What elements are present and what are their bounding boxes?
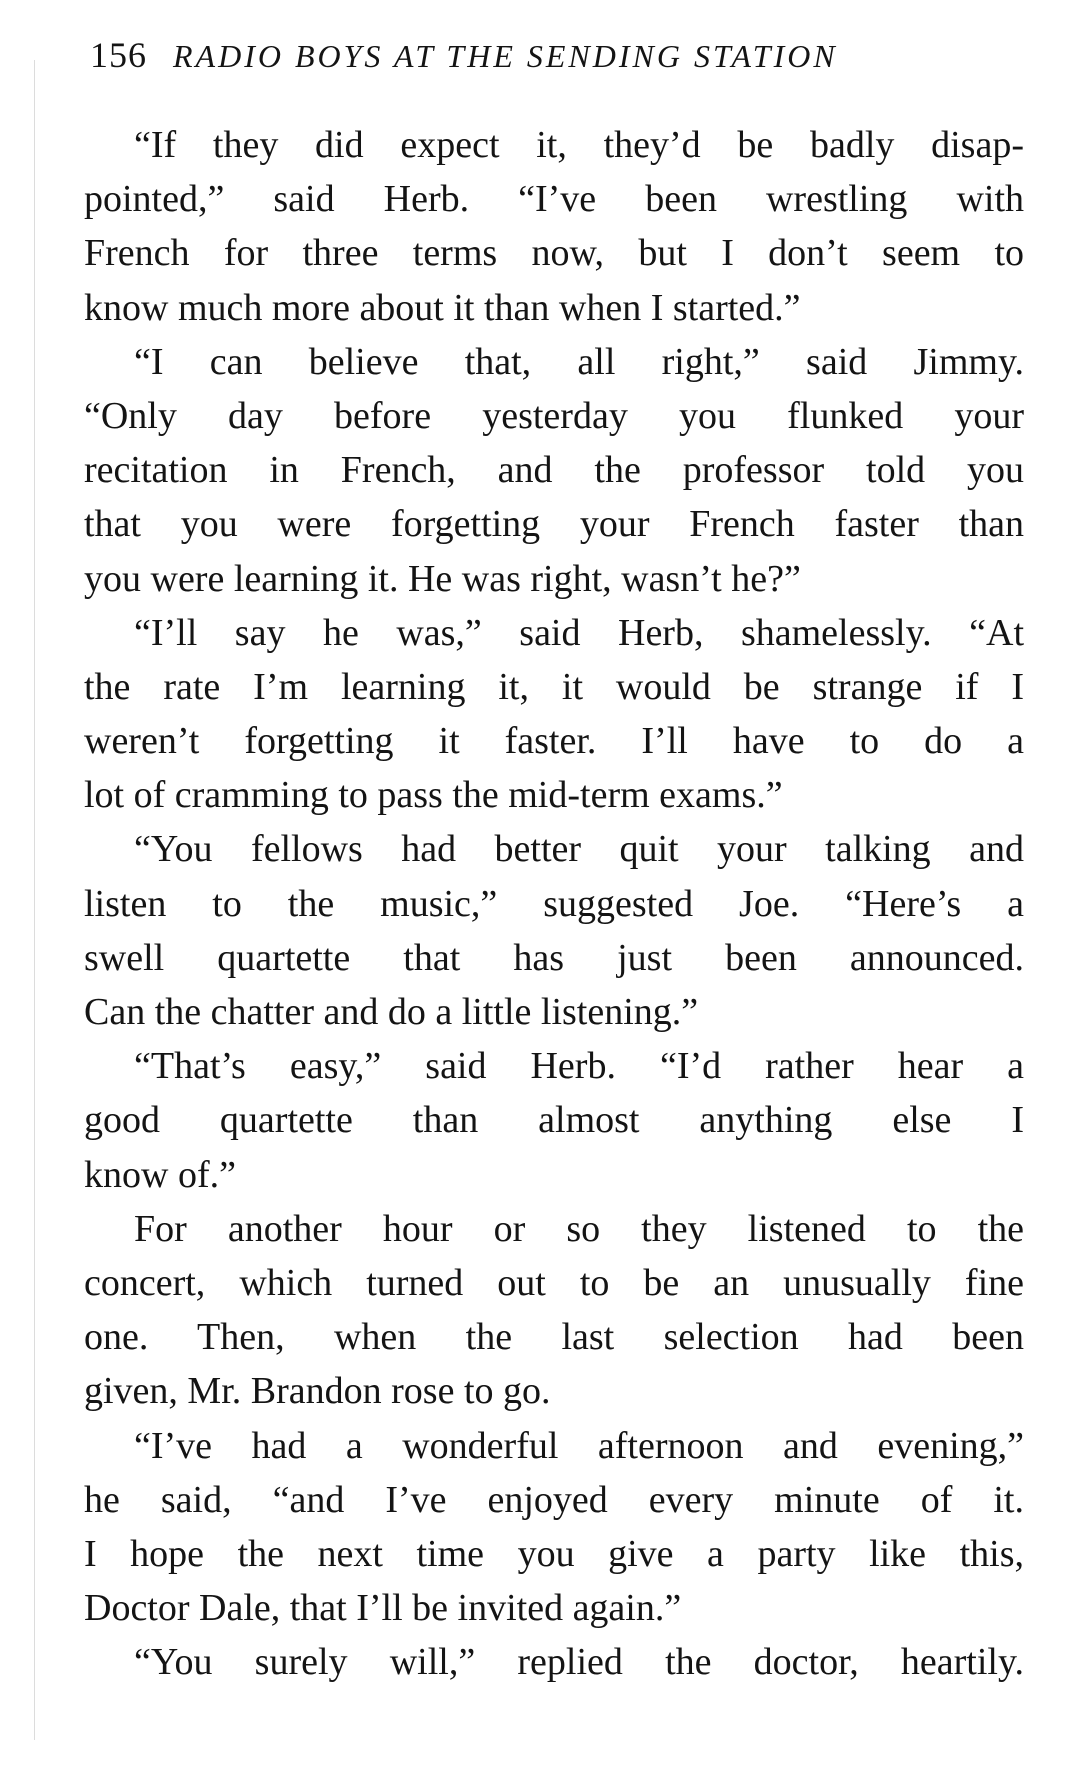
text-line: “You surely will,” replied the doctor, heartily. xyxy=(134,1641,1024,1684)
text-line: weren’t forgetting it faster. I’ll have to do a xyxy=(84,720,1024,763)
text-line: “I can believe that, all right,” said Jimmy. xyxy=(134,340,1024,383)
text-line: For another hour or so they listened to the xyxy=(134,1207,1024,1250)
text-line: given, Mr. Brandon rose to go. xyxy=(84,1370,551,1413)
text-line: the rate I’m learning it, it would be strange if I xyxy=(84,665,1024,708)
text-line: recitation in French, and the professor told you xyxy=(84,449,1024,492)
page-gutter-line xyxy=(34,60,35,1740)
text-line: lot of cramming to pass the mid-term exams.” xyxy=(84,774,783,817)
text-line: pointed,” said Herb. “I’ve been wrestling with xyxy=(84,178,1024,221)
text-line: French for three terms now, but I don’t seem to xyxy=(84,232,1024,275)
text-line: one. Then, when the last selection had been xyxy=(84,1316,1024,1359)
page-number: 156 xyxy=(90,35,147,75)
text-line: good quartette than almost anything else I xyxy=(84,1099,1024,1142)
text-line: he said, “and I’ve enjoyed every minute of it. xyxy=(84,1478,1024,1521)
text-line: “Only day before yesterday you flunked your xyxy=(84,394,1024,437)
text-line: that you were forgetting your French faster than xyxy=(84,503,1024,546)
text-line: I hope the next time you give a party like this, xyxy=(84,1532,1024,1575)
text-line: concert, which turned out to be an unusually fine xyxy=(84,1261,1024,1304)
running-title: RADIO BOYS AT THE SENDING STATION xyxy=(173,38,838,74)
text-line: “I’ll say he was,” said Herb, shamelessly. “At xyxy=(134,611,1024,654)
text-line: “You fellows had better quit your talking and xyxy=(134,828,1024,871)
text-line: swell quartette that has just been announced. xyxy=(84,936,1024,979)
text-line: you were learning it. He was right, wasn’t he?” xyxy=(84,557,801,600)
text-line: Can the chatter and do a little listening.” xyxy=(84,991,699,1033)
text-line: know of.” xyxy=(84,1153,236,1196)
running-head xyxy=(90,34,1010,90)
text-line: know much more about it than when I started.” xyxy=(84,286,801,329)
text-line: “I’ve had a wonderful afternoon and evening,” xyxy=(134,1424,1024,1467)
text-line: “That’s easy,” said Herb. “I’d rather hear a xyxy=(134,1045,1024,1088)
body-text xyxy=(84,118,1024,1689)
text-line: “If they did expect it, they’d be badly disap- xyxy=(134,124,1024,166)
text-line: Doctor Dale, that I’ll be invited again.” xyxy=(84,1587,682,1630)
text-line: listen to the music,” suggested Joe. “Here’s a xyxy=(84,882,1024,925)
